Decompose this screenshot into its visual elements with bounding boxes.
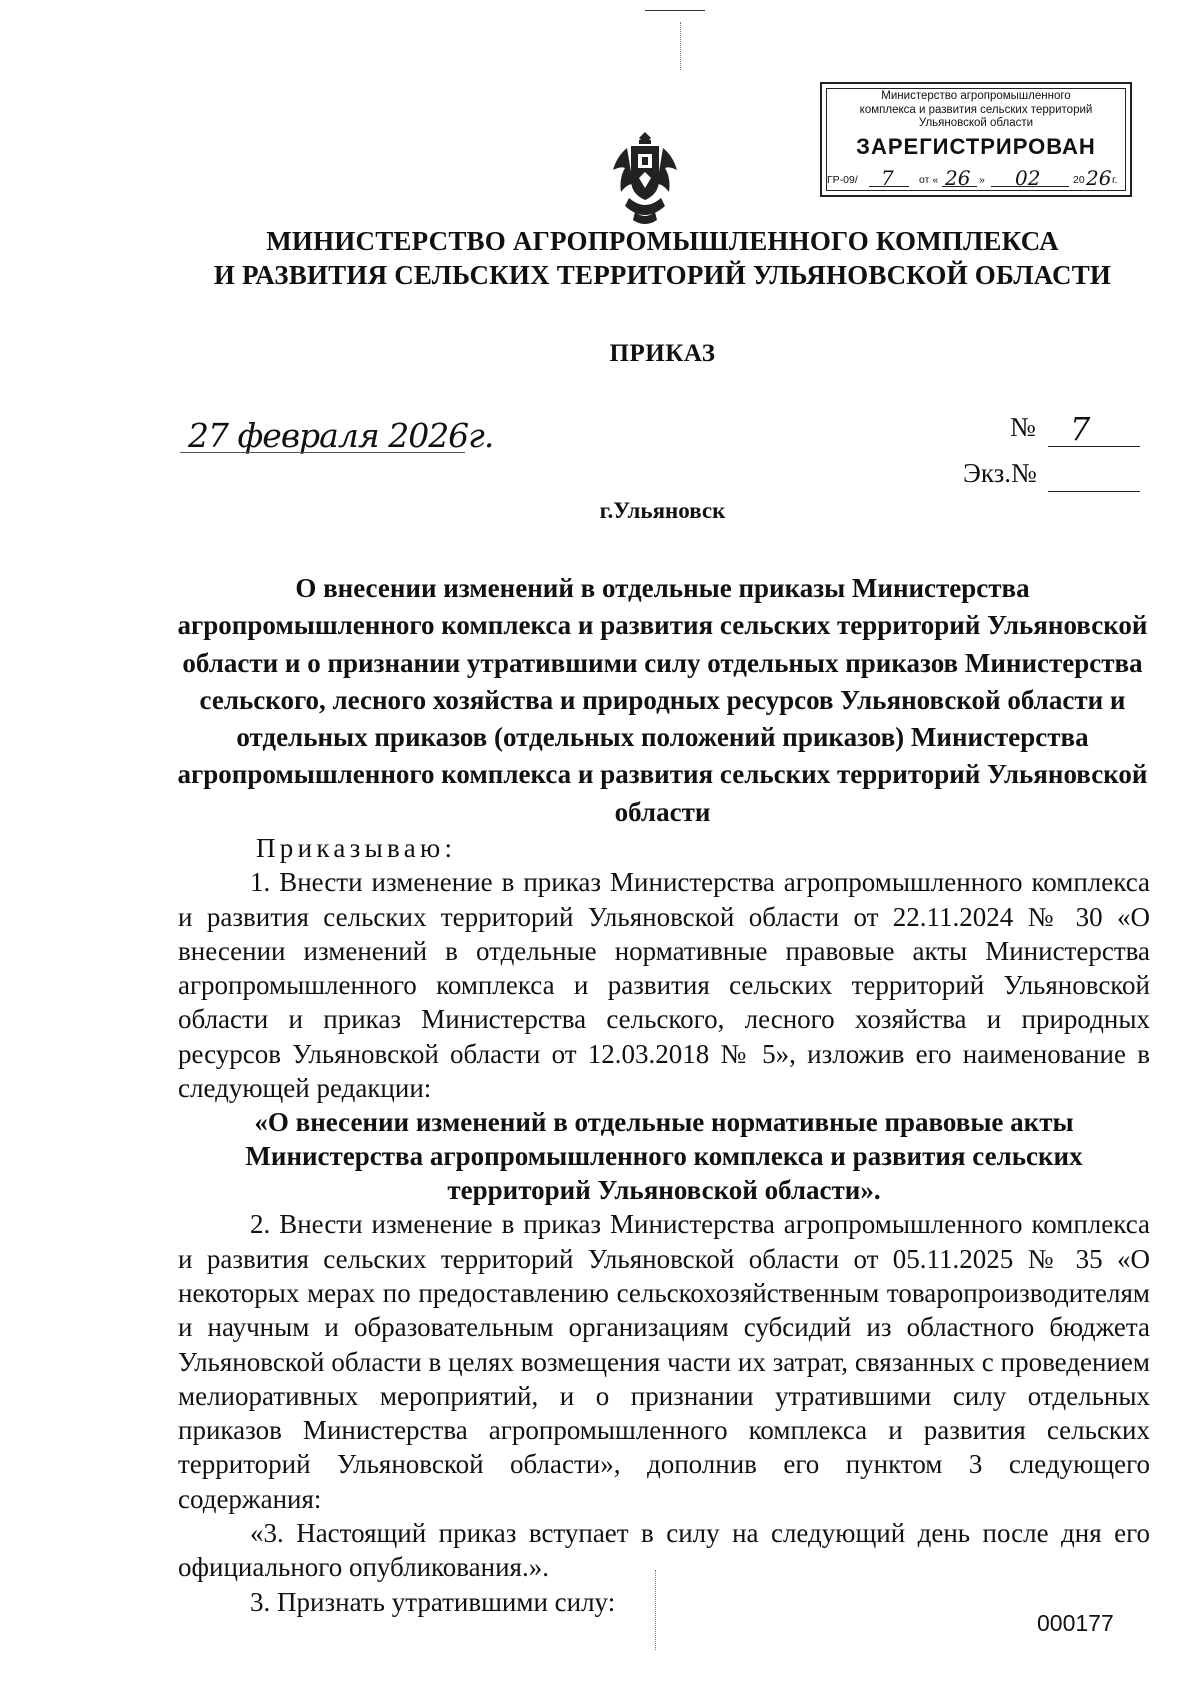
item-2: 2. Внести изменение в приказ Министерства агропромышленного комплекса и развития сельских территорий Ульяновской области от 05.11.2025 № 35 «О некоторых мерах по предоставлению сельскохозяйственным товаропроизводителям и научным и образовательным организациям субсидий из областного бюджета Ульяновской области в целях возмещения части их затрат, связанных с проведением мелиоративных мероприятий, и о признании утратившими силу отдельных приказов Министерства агропромышленного комплекса и развития сельских территорий Ульяновской области», дополнив его пунктом 3 следующего содержания: [178,1209,1150,1514]
stamp-year-end: г. [1112,174,1118,186]
document-body [178,831,1150,1619]
coat-of-arms-emblem [605,128,685,226]
number-label: № [1010,412,1036,442]
stamp-org-line-1: Министерство агропромышленного [881,90,1071,102]
stamp-reg-prefix: ГР-09/ [827,174,858,186]
registration-stamp [820,82,1132,197]
stamp-month: 02 [1015,166,1041,190]
stamp-from-label: от « [919,174,939,186]
copy-number-label: Экз.№ [963,458,1037,488]
page-code: 000177 [1037,1610,1114,1636]
document-type: ПРИКАЗ [609,340,716,367]
ministry-name-line-1: МИНИСТЕРСТВО АГРОПРОМЫШЛЕННОГО КОМПЛЕКСА [266,226,1059,256]
handwritten-number: 7 [1070,410,1091,448]
item-1: 1. Внести изменение в приказ Министерства агропромышленного комплекса и развития сельских территорий Ульяновской области от 22.11.2024 № 30 «О внесении изменений в отдельные нормативные правовые акты Министерства агропромышленного комплекса и развития сельских территорий Ульяновской области и приказ Министерства сельского, лесного хозяйства и природных ресурсов Ульяновской области от 12.03.2018 № 5», изложив его наименование в следующей редакции: [178,867,1150,1104]
scan-mark-bottom [655,1570,656,1650]
stamp-organization [822,90,1130,131]
number-underline [1048,446,1140,447]
document-title: О внесении изменений в отдельные приказы Министерства агропромышленного комплекса и развития сельских территорий Ульяновской области и о признании утратившими силу отдельных приказов Министерства сельского, лесного хозяйства и природных ресурсов Ульяновской области и отдельных приказов (отдельных положений приказов) Министерства агропромышленного комплекса и развития сельских территорий Ульяновской области [177,573,1148,827]
stamp-day: 26 [945,166,971,190]
stamp-status: ЗАРЕГИСТРИРОВАН [856,134,1096,159]
ministry-name-line-2: И РАЗВИТИЯ СЕЛЬСКИХ ТЕРРИТОРИЙ УЛЬЯНОВСКОЙ ОБЛАСТИ [213,260,1112,290]
item-1-quote: «О внесении изменений в отдельные нормативные правовые акты Министерства агропромышленного комплекса и развития сельских территорий Ульяновской области». [245,1107,1083,1206]
item-3: 3. Признать утратившими силу: [250,1586,616,1617]
order-word: Приказываю: [256,833,457,863]
copy-number-underline [1048,491,1140,492]
scan-mark-tick [680,22,681,70]
stamp-org-line-3: Ульяновской области [918,117,1034,129]
item-2-quote: «3. Настоящий приказ вступает в силу на следующий день после дня его официального опубликования.». [178,1518,1150,1583]
handwritten-date: 27 февраля 2026г. [188,416,494,455]
stamp-org-line-2: комплекса и развития сельских территорий [859,103,1093,116]
city: г.Ульяновск [599,498,726,523]
stamp-year-suffix: 26 [1086,166,1112,190]
date-underline [180,452,465,453]
stamp-registration-row [827,168,1125,190]
stamp-reg-number: 7 [881,166,894,190]
stamp-day-close: » [979,174,985,186]
stamp-year-prefix: 20 [1073,174,1085,186]
scan-mark-top [645,10,705,11]
